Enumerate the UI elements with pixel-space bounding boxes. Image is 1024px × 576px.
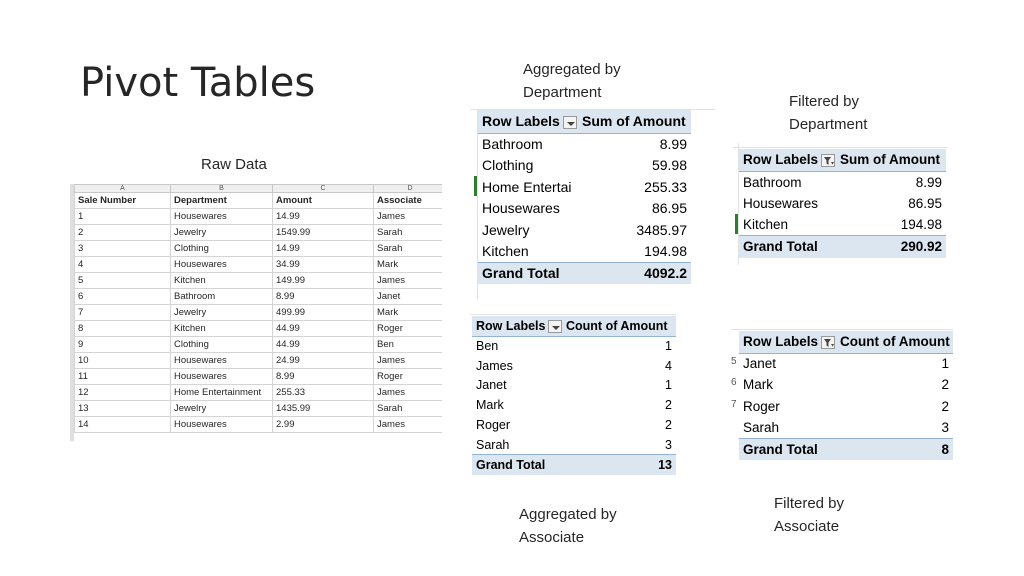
grand-total-label[interactable]: Grand Total bbox=[739, 236, 836, 258]
table-cell[interactable]: Home Entertainment bbox=[171, 385, 273, 401]
table-cell[interactable]: 44.99 bbox=[273, 337, 374, 353]
table-cell[interactable]: 255.33 bbox=[273, 385, 374, 401]
dropdown-arrow-icon[interactable] bbox=[563, 116, 577, 129]
pivot-department-filtered-table bbox=[739, 149, 946, 258]
row-labels-header[interactable] bbox=[472, 316, 562, 336]
column-header-c[interactable]: C bbox=[273, 185, 374, 193]
pivot-row-label[interactable]: Sarah bbox=[743, 419, 780, 435]
table-cell[interactable]: Housewares bbox=[171, 257, 273, 273]
pivot-row-label[interactable]: Bathroom bbox=[743, 174, 802, 190]
pivot-row-value[interactable]: 2 bbox=[665, 398, 672, 413]
value-header[interactable]: Count of Amount bbox=[836, 331, 953, 353]
pivot-row bbox=[739, 353, 953, 374]
pivot-row bbox=[472, 395, 676, 415]
pivot-row-label[interactable]: Clothing bbox=[482, 157, 534, 174]
pivot-row-label[interactable]: Mark bbox=[743, 377, 773, 393]
table-row bbox=[75, 305, 443, 321]
grand-total-row bbox=[739, 236, 946, 258]
table-row bbox=[75, 289, 443, 305]
slide-title: Pivot Tables bbox=[80, 60, 316, 106]
grand-total-label[interactable]: Grand Total bbox=[472, 455, 562, 475]
pivot-row-label[interactable]: Ben bbox=[476, 339, 499, 354]
table-cell[interactable]: Housewares bbox=[171, 209, 273, 225]
pivot-row bbox=[478, 176, 691, 198]
caption-aggregated-associate bbox=[519, 503, 617, 549]
table-cell[interactable]: James bbox=[374, 417, 443, 433]
pivot-table-associate-filtered bbox=[731, 326, 953, 458]
grid-line bbox=[731, 329, 953, 330]
grid-line bbox=[733, 147, 948, 148]
pivot-row bbox=[739, 417, 953, 438]
table-cell[interactable]: Janet bbox=[374, 289, 443, 305]
table-cell[interactable]: Jewelry bbox=[171, 225, 273, 241]
table-cell[interactable]: Roger bbox=[374, 321, 443, 337]
table-cell[interactable]: 14 bbox=[75, 417, 171, 433]
pivot-row bbox=[472, 435, 676, 455]
value-header[interactable]: Count of Amount bbox=[562, 316, 676, 336]
grand-total-value[interactable]: 4092.2 bbox=[578, 262, 691, 284]
table-cell[interactable]: 8 bbox=[75, 321, 171, 337]
pivot-row bbox=[478, 198, 691, 220]
row-labels-text: Row Labels bbox=[482, 113, 560, 130]
grand-total-value[interactable]: 8 bbox=[836, 438, 953, 460]
pivot-row-value[interactable]: 86.95 bbox=[908, 195, 942, 211]
pivot-row bbox=[478, 219, 691, 241]
pivot-row-value[interactable]: 2 bbox=[941, 377, 949, 393]
pivot-row-value[interactable]: 3 bbox=[941, 419, 949, 435]
pivot-row-value[interactable]: 3 bbox=[665, 437, 672, 452]
table-cell[interactable]: James bbox=[374, 385, 443, 401]
table-cell[interactable]: Bathroom bbox=[171, 289, 273, 305]
row-number-stub: 7 bbox=[731, 399, 737, 410]
row-labels-text: Row Labels bbox=[743, 152, 819, 168]
table-cell[interactable]: 24.99 bbox=[273, 353, 374, 369]
caption-raw-data bbox=[201, 153, 267, 176]
pivot-table-associate bbox=[470, 310, 676, 490]
table-cell[interactable]: Mark bbox=[374, 257, 443, 273]
caption-line: Aggregated by bbox=[519, 506, 617, 523]
pivot-row bbox=[739, 193, 946, 215]
caption-line: Filtered by bbox=[789, 93, 860, 110]
pivot-row bbox=[478, 155, 691, 177]
pivot-row-label[interactable]: Jewelry bbox=[482, 221, 530, 238]
column-header-b[interactable]: B bbox=[171, 185, 273, 193]
table-cell[interactable]: Clothing bbox=[171, 337, 273, 353]
row-number-stub: 5 bbox=[731, 356, 737, 367]
table-cell[interactable]: 149.99 bbox=[273, 273, 374, 289]
table-cell[interactable]: James bbox=[374, 353, 443, 369]
grand-total-row bbox=[478, 262, 691, 284]
table-cell[interactable]: 11 bbox=[75, 369, 171, 385]
field-header-sale-number[interactable]: Sale Number bbox=[75, 193, 171, 209]
row-labels-header[interactable] bbox=[739, 149, 836, 171]
pivot-row-label[interactable]: James bbox=[476, 358, 513, 373]
filter-funnel-icon[interactable] bbox=[821, 154, 835, 167]
table-cell[interactable]: 4 bbox=[75, 257, 171, 273]
table-cell[interactable]: Kitchen bbox=[171, 273, 273, 289]
table-cell[interactable]: 1549.99 bbox=[273, 225, 374, 241]
table-cell[interactable]: Jewelry bbox=[171, 401, 273, 417]
pivot-row-value[interactable]: 8.99 bbox=[915, 174, 942, 190]
column-header-d[interactable]: D bbox=[374, 185, 443, 193]
table-cell[interactable]: 3 bbox=[75, 241, 171, 257]
grand-total-label[interactable]: Grand Total bbox=[478, 262, 578, 284]
pivot-department-table bbox=[478, 110, 691, 284]
column-header-a[interactable]: A bbox=[75, 185, 171, 193]
pivot-header-row bbox=[478, 110, 691, 133]
table-cell[interactable]: Clothing bbox=[171, 241, 273, 257]
table-row bbox=[75, 273, 443, 289]
pivot-row-value[interactable]: 3485.97 bbox=[636, 221, 687, 238]
table-cell[interactable]: Kitchen bbox=[171, 321, 273, 337]
pivot-row-label[interactable]: Roger bbox=[476, 418, 511, 433]
dropdown-arrow-icon[interactable] bbox=[548, 320, 562, 333]
grand-total-value[interactable]: 13 bbox=[562, 455, 676, 475]
caption-raw-data-text: Raw Data bbox=[201, 156, 267, 173]
pivot-row-value[interactable]: 59.98 bbox=[651, 157, 687, 174]
row-labels-text: Row Labels bbox=[476, 318, 546, 333]
table-cell[interactable]: James bbox=[374, 209, 443, 225]
table-cell[interactable]: 1435.99 bbox=[273, 401, 374, 417]
caption-filtered-department bbox=[789, 90, 867, 136]
pivot-row-value[interactable]: 255.33 bbox=[644, 178, 687, 195]
pivot-row-label[interactable]: Housewares bbox=[482, 200, 560, 217]
pivot-row-value[interactable]: 1 bbox=[665, 378, 672, 393]
pivot-row bbox=[472, 415, 676, 435]
table-cell[interactable]: Housewares bbox=[171, 417, 273, 433]
pivot-body bbox=[472, 336, 676, 455]
table-row bbox=[75, 241, 443, 257]
table-cell[interactable]: Sarah bbox=[374, 401, 443, 417]
pivot-row-value[interactable]: 4 bbox=[665, 358, 672, 373]
field-header-associate[interactable]: Associate bbox=[374, 193, 443, 209]
table-cell[interactable]: Roger bbox=[374, 369, 443, 385]
table-cell[interactable]: 8.99 bbox=[273, 369, 374, 385]
active-row-marker bbox=[474, 176, 477, 196]
raw-data-sheet bbox=[70, 184, 442, 441]
field-header-department[interactable]: Department bbox=[171, 193, 273, 209]
pivot-row bbox=[739, 171, 946, 193]
pivot-header-row bbox=[472, 316, 676, 336]
caption-filtered-associate bbox=[774, 492, 844, 538]
pivot-table-department-filtered bbox=[733, 143, 948, 265]
table-cell[interactable]: Housewares bbox=[171, 353, 273, 369]
column-header-row bbox=[75, 185, 443, 193]
row-labels-header[interactable] bbox=[739, 331, 836, 353]
table-cell[interactable]: Jewelry bbox=[171, 305, 273, 321]
pivot-row-label[interactable]: Kitchen bbox=[482, 243, 529, 259]
table-cell[interactable]: Sarah bbox=[374, 241, 443, 257]
pivot-body bbox=[739, 171, 946, 236]
table-cell[interactable]: Ben bbox=[374, 337, 443, 353]
caption-line: Associate bbox=[774, 518, 840, 535]
pivot-row-value[interactable]: 1 bbox=[941, 356, 949, 372]
table-cell[interactable]: James bbox=[374, 273, 443, 289]
pivot-associate-table bbox=[472, 316, 676, 475]
caption-line: Aggregated by bbox=[523, 61, 621, 78]
pivot-row bbox=[472, 336, 676, 356]
table-cell[interactable]: 14.99 bbox=[273, 209, 374, 225]
table-row bbox=[75, 369, 443, 385]
pivot-row-label[interactable]: Home Entertai bbox=[482, 178, 572, 195]
pivot-row bbox=[739, 374, 953, 395]
table-row bbox=[75, 225, 443, 241]
pivot-row-label[interactable]: Janet bbox=[476, 378, 507, 393]
grand-total-label[interactable]: Grand Total bbox=[739, 438, 836, 460]
pivot-table-department bbox=[470, 109, 715, 299]
row-number-stub: 6 bbox=[731, 377, 737, 388]
table-cell[interactable]: Mark bbox=[374, 305, 443, 321]
pivot-row-label[interactable]: Housewares bbox=[743, 195, 819, 211]
pivot-row-value[interactable]: 2 bbox=[665, 418, 672, 433]
pivot-row-label[interactable]: Bathroom bbox=[482, 136, 543, 152]
table-cell[interactable]: Housewares bbox=[171, 369, 273, 385]
table-cell[interactable]: 14.99 bbox=[273, 241, 374, 257]
table-cell[interactable]: 10 bbox=[75, 353, 171, 369]
grand-total-value[interactable]: 290.92 bbox=[836, 236, 946, 258]
table-cell[interactable]: 2 bbox=[75, 225, 171, 241]
pivot-row-value[interactable]: 194.98 bbox=[644, 243, 687, 259]
pivot-row bbox=[472, 376, 676, 396]
table-row bbox=[75, 337, 443, 353]
pivot-row-value[interactable]: 8.99 bbox=[659, 136, 687, 152]
caption-line: Filtered by bbox=[774, 495, 845, 512]
pivot-row-value[interactable]: 1 bbox=[665, 339, 672, 354]
field-header-row bbox=[75, 193, 443, 209]
pivot-associate-filtered-table bbox=[739, 331, 953, 460]
pivot-row-value[interactable]: 86.95 bbox=[651, 200, 687, 217]
pivot-row-label[interactable]: Roger bbox=[743, 398, 780, 414]
table-cell[interactable]: Sarah bbox=[374, 225, 443, 241]
table-cell[interactable]: 5 bbox=[75, 273, 171, 289]
table-cell[interactable]: 13 bbox=[75, 401, 171, 417]
grid-line bbox=[470, 314, 676, 315]
filter-funnel-icon[interactable] bbox=[821, 336, 835, 349]
pivot-header-row bbox=[739, 149, 946, 171]
pivot-row bbox=[478, 133, 691, 155]
pivot-header-row bbox=[739, 331, 953, 353]
table-cell[interactable]: 2.99 bbox=[273, 417, 374, 433]
value-header[interactable]: Sum of Amount bbox=[578, 110, 691, 133]
caption-line: Associate bbox=[519, 529, 585, 546]
table-cell[interactable]: 6 bbox=[75, 289, 171, 305]
row-labels-text: Row Labels bbox=[743, 334, 819, 350]
pivot-row-label[interactable]: Janet bbox=[743, 356, 777, 372]
grand-total-row bbox=[472, 455, 676, 475]
caption-aggregated-department bbox=[523, 58, 621, 104]
raw-data-body bbox=[75, 209, 443, 433]
pivot-row-value[interactable]: 194.98 bbox=[900, 217, 942, 232]
table-row bbox=[75, 321, 443, 337]
active-row-marker bbox=[735, 214, 738, 234]
row-labels-header[interactable] bbox=[478, 110, 578, 133]
pivot-body bbox=[739, 353, 953, 438]
table-cell[interactable]: 12 bbox=[75, 385, 171, 401]
table-cell[interactable]: 499.99 bbox=[273, 305, 374, 321]
pivot-row-label[interactable]: Kitchen bbox=[743, 217, 789, 232]
pivot-row bbox=[739, 214, 946, 236]
grand-total-row bbox=[739, 438, 953, 460]
table-cell[interactable]: 34.99 bbox=[273, 257, 374, 273]
table-cell[interactable]: 9 bbox=[75, 337, 171, 353]
pivot-row-value[interactable]: 2 bbox=[941, 398, 949, 414]
raw-data-table bbox=[74, 184, 442, 433]
field-header-amount[interactable]: Amount bbox=[273, 193, 374, 209]
table-cell[interactable]: 8.99 bbox=[273, 289, 374, 305]
pivot-row bbox=[472, 356, 676, 376]
table-row bbox=[75, 209, 443, 225]
pivot-row bbox=[739, 396, 953, 417]
pivot-row-label[interactable]: Mark bbox=[476, 398, 504, 413]
pivot-row-label[interactable]: Sarah bbox=[476, 437, 510, 452]
caption-line: Department bbox=[789, 116, 868, 133]
table-cell[interactable]: 44.99 bbox=[273, 321, 374, 337]
table-cell[interactable]: 7 bbox=[75, 305, 171, 321]
caption-line: Department bbox=[523, 84, 602, 101]
table-row bbox=[75, 401, 443, 417]
pivot-body bbox=[478, 133, 691, 262]
table-row bbox=[75, 385, 443, 401]
table-cell[interactable]: 1 bbox=[75, 209, 171, 225]
table-row bbox=[75, 257, 443, 273]
pivot-row bbox=[478, 241, 691, 263]
value-header[interactable]: Sum of Amount bbox=[836, 149, 946, 171]
table-row bbox=[75, 353, 443, 369]
table-row bbox=[75, 417, 443, 433]
